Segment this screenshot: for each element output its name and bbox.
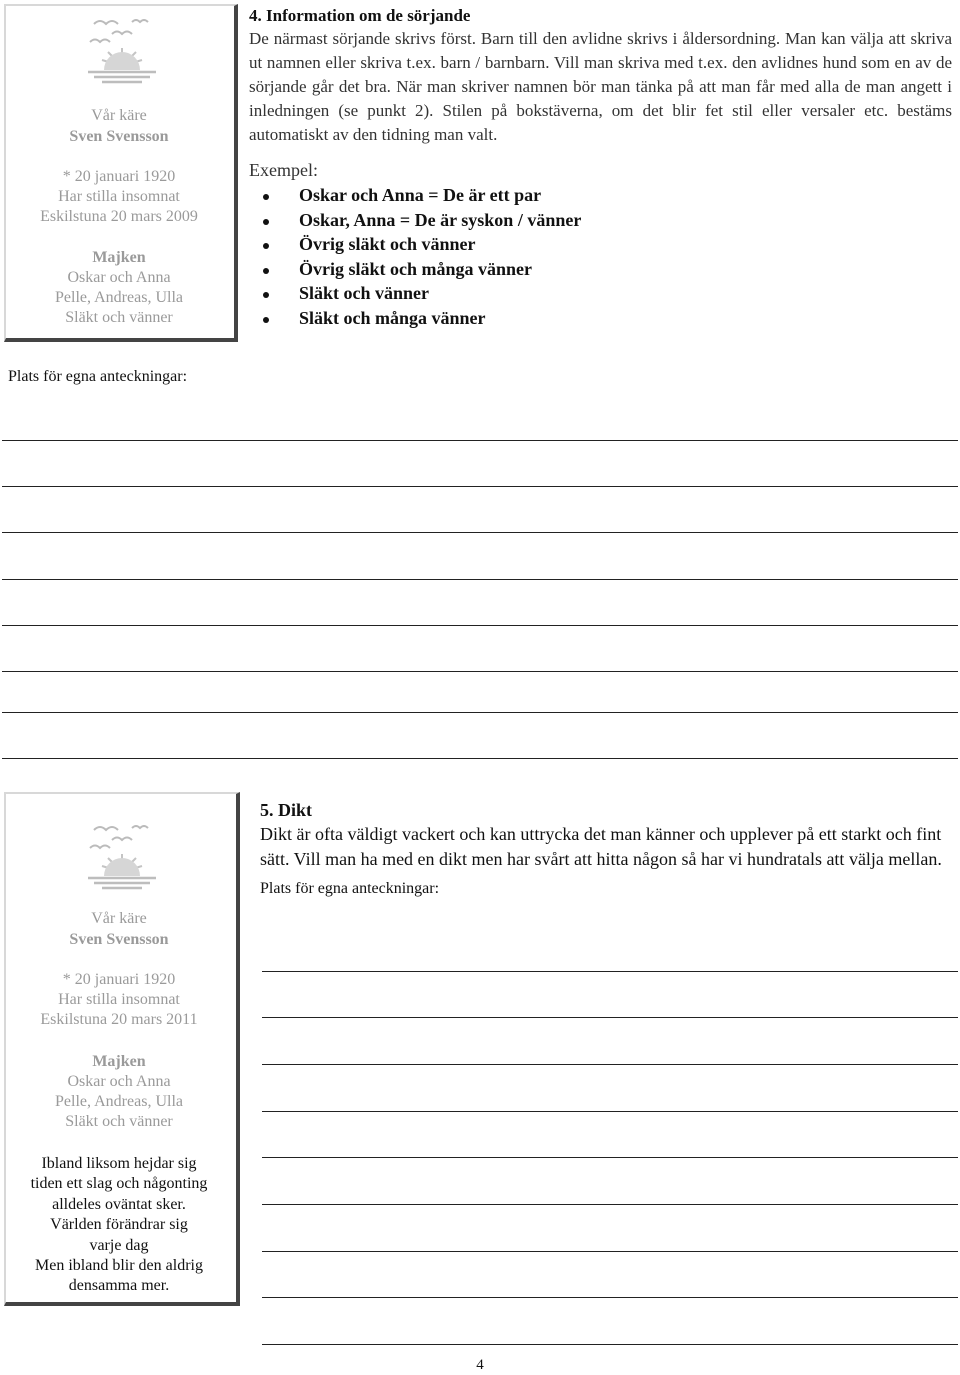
section-4-paragraph: De närmast sörjande skrivs först. Barn till den avlidne skrivs i åldersordning. Man kan välja att skriva ut namnen eller skriva t.ex. barn / barnbarn. Vill man skriva med t.ex. den avlidnes hund som en av de sörjande går det bra. När man skriver namnen bör man tänka på att man får med alla de man angett i inledningen (se punkt 2). Stilen på bokstäverna, om det blir fet stil eller versaler etc. bestäms automatiskt av den tidning man valt.	[249, 29, 952, 144]
note-line[interactable]	[262, 1251, 958, 1252]
note-line[interactable]	[262, 1157, 958, 1158]
mourner-line: Pelle, Andreas, Ulla	[55, 289, 183, 306]
note-line[interactable]	[2, 712, 958, 713]
note-line[interactable]	[2, 758, 958, 759]
mourner-main: Majken	[92, 1053, 146, 1070]
example-item: Övrig släkt och vänner	[249, 232, 952, 257]
note-line[interactable]	[2, 671, 958, 672]
example-item: Övrig släkt och många vänner	[249, 257, 952, 282]
section-5-heading: 5. Dikt	[260, 800, 313, 820]
note-line[interactable]	[262, 1204, 958, 1205]
obituary-sample-1	[0, 0, 238, 395]
note-line[interactable]	[262, 971, 958, 972]
example-item: Oskar, Anna = De är syskon / vänner	[249, 208, 952, 233]
note-line[interactable]	[262, 1297, 958, 1298]
birth-date: * 20 januari 1920	[62, 168, 176, 185]
poem-line: alldeles oväntat sker.	[52, 1195, 186, 1213]
mourner-line: Oskar och Anna	[67, 269, 171, 286]
card-intro: Vår käre	[91, 107, 147, 124]
poem-line: densamma mer.	[68, 1277, 170, 1295]
sunset-birds-icon	[82, 14, 162, 86]
place-date: Eskilstuna 20 mars 2011	[40, 1011, 198, 1028]
obituary-sample-2	[0, 790, 238, 1310]
example-label: Exempel:	[249, 160, 318, 180]
mourner-line: Släkt och vänner	[65, 1113, 173, 1130]
note-line[interactable]	[262, 1064, 958, 1065]
note-line[interactable]	[262, 1344, 958, 1345]
birth-date: * 20 januari 1920	[62, 971, 176, 988]
poem-line: Ibland liksom hejdar sig	[41, 1155, 197, 1172]
mourner-main: Majken	[92, 249, 146, 266]
mourner-line: Oskar och Anna	[67, 1073, 171, 1090]
poem	[4, 1154, 234, 1297]
deceased-name: Sven Svensson	[69, 931, 169, 948]
section-4-heading: 4. Information om de sörjande	[249, 6, 471, 25]
note-line[interactable]	[2, 532, 958, 533]
poem-line: tiden ett slag och någonting	[30, 1175, 208, 1193]
example-item: Släkt och vänner	[249, 281, 952, 306]
example-item: Oskar och Anna = De är ett par	[249, 183, 952, 208]
section-5-paragraph: Dikt är ofta väldigt vackert och kan uttrycka det man känner och upplever på ett starkt och fint sätt. Vill man ha med en dikt men har svårt att hitta någon så har vi hundratals att välja mellan.	[260, 824, 942, 869]
note-line[interactable]	[2, 486, 958, 487]
deceased-name: Sven Svensson	[69, 128, 169, 145]
poem-line: Men ibland blir den aldrig	[35, 1257, 203, 1275]
note-line[interactable]	[262, 1017, 958, 1018]
mourner-line: Släkt och vänner	[65, 309, 173, 326]
notes-label-left: Plats för egna anteckningar:	[8, 368, 188, 385]
poem-line: varje dag	[89, 1236, 149, 1254]
note-line[interactable]	[2, 579, 958, 580]
note-line[interactable]	[2, 440, 958, 441]
page-number: 4	[476, 1357, 484, 1373]
death-phrase: Har stilla insomnat	[58, 188, 180, 205]
note-line[interactable]	[262, 1111, 958, 1112]
notes-label-right: Plats för egna anteckningar:	[260, 880, 440, 897]
poem-line: Världen förändrar sig	[50, 1216, 188, 1234]
death-phrase: Har stilla insomnat	[58, 991, 180, 1008]
sunset-birds-icon	[82, 820, 162, 892]
example-list	[249, 183, 952, 330]
mourner-line: Pelle, Andreas, Ulla	[55, 1093, 183, 1110]
example-item: Släkt och många vänner	[249, 306, 952, 331]
note-line[interactable]	[2, 625, 958, 626]
place-date: Eskilstuna 20 mars 2009	[40, 208, 198, 225]
card-intro: Vår käre	[91, 910, 147, 927]
